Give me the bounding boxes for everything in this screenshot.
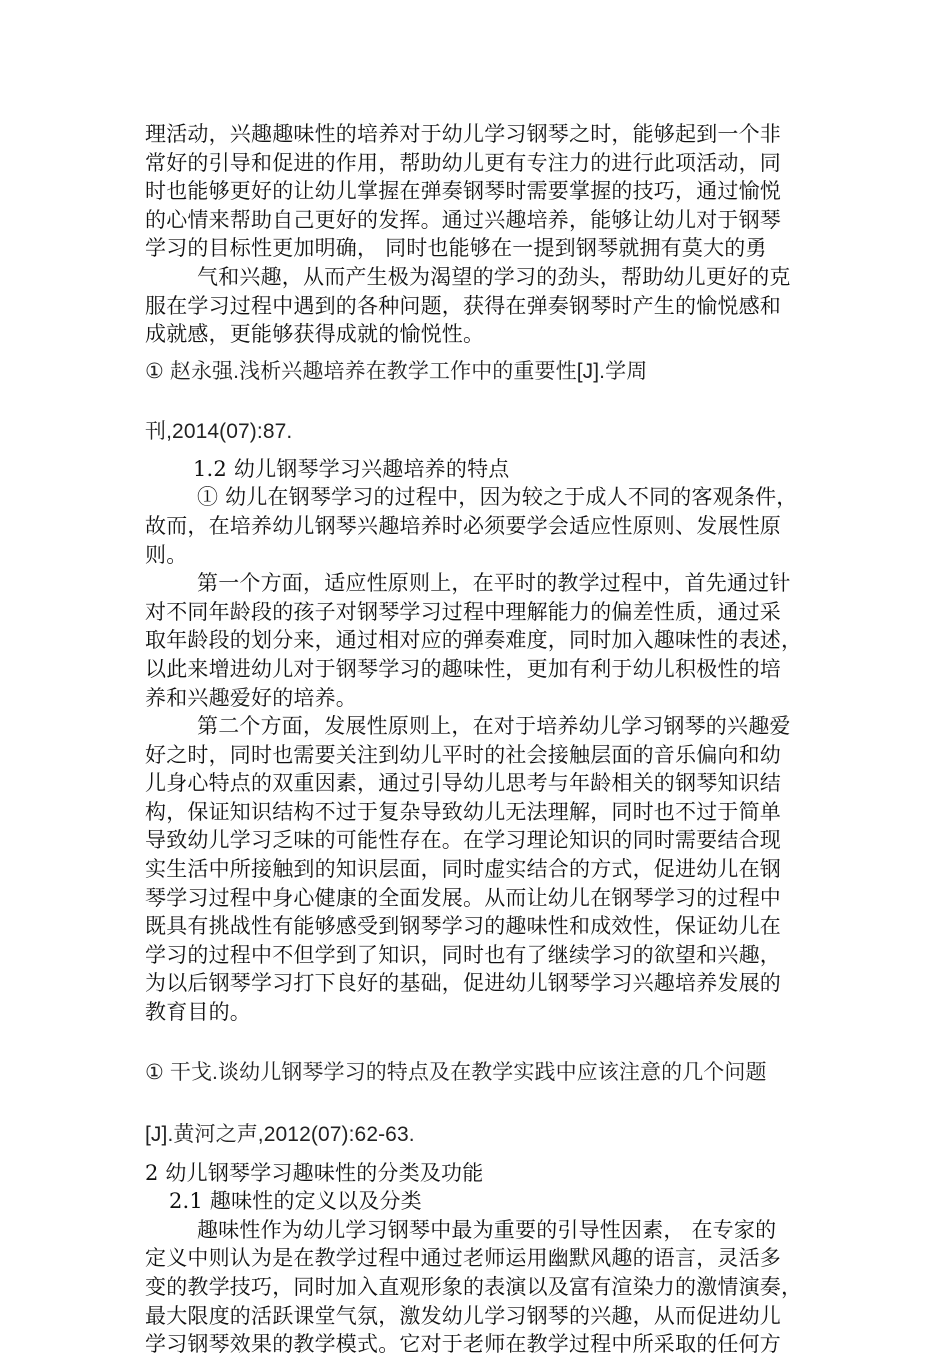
footnote-line: [J].黄河之声,2012(07):62-63. — [145, 1122, 415, 1146]
paragraph-3 — [145, 483, 810, 569]
text-line: 既具有挑战性有能够感受到钢琴学习的趣味性和成效性，保证幼儿在 — [145, 914, 781, 939]
text-line: 服在学习过程中遇到的各种问题，获得在弹奏钢琴时产生的愉悦感和 — [145, 293, 781, 318]
text-line: 对不同年龄段的孩子对钢琴学习过程中理解能力的偏差性质，通过采 — [145, 599, 781, 624]
text-line: 变的教学技巧，同时加入直观形象的表演以及富有渲染力的激情演奏， — [145, 1275, 803, 1299]
paragraph-5 — [145, 712, 810, 1027]
text-line: 则。 — [145, 542, 188, 567]
text-line: 定义中则认为是在教学过程中通过老师运用幽默风趣的语言，灵活多 — [145, 1246, 781, 1271]
text-line: 故而，在培养幼儿钢琴兴趣培养时必须要学会适应性原则、发展性原 — [145, 513, 781, 538]
text-line: 的心情来帮助自己更好的发挥。通过兴趣培养，能够让幼儿对于钢琴 — [145, 207, 781, 232]
text-line: 以此来增进幼儿对于钢琴学习的趣味性，更加有利于幼儿积极性的培 — [145, 656, 781, 681]
text-line: 构，保证知识结构不过于复杂导致幼儿无法理解，同时也不过于简单 — [145, 799, 781, 824]
text-line: 第一个方面，适应性原则上，在平时的教学过程中，首先通过针 — [197, 571, 791, 596]
paragraph-4 — [145, 569, 810, 712]
document-page — [145, 120, 810, 1359]
text-line: 为以后钢琴学习打下良好的基础，促进幼儿钢琴学习兴趣培养发展的 — [145, 971, 781, 996]
text-line: 最大限度的活跃课堂气氛，激发幼儿学习钢琴的兴趣，从而促进幼儿 — [145, 1303, 781, 1328]
text-line: ① 幼儿在钢琴学习的过程中，因为较之于成人不同的客观条件， — [197, 485, 798, 510]
text-line: 实生活中所接触到的知识层面，同时虚实结合的方式，促进幼儿在钢 — [145, 857, 781, 882]
text-line: 第二个方面，发展性原则上，在对于培养幼儿学习钢琴的兴趣爱 — [197, 714, 791, 739]
text-line: 常好的引导和促进的作用，帮助幼儿更有专注力的进行此项活动，同 — [145, 150, 781, 175]
text-line: 导致幼儿学习乏味的可能性存在。在学习理论知识的同时需要结合现 — [145, 828, 781, 853]
text-line: 养和兴趣爱好的培养。 — [145, 685, 357, 710]
text-line: 琴学习过程中身心健康的全面发展。从而让幼儿在钢琴学习的过程中 — [145, 885, 781, 910]
footnote-2 — [145, 1057, 810, 1151]
text-line: 时也能够更好的让幼儿掌握在弹奏钢琴时需要掌握的技巧，通过愉悦 — [145, 179, 781, 204]
text-line: 好之时，同时也需要关注到幼儿平时的社会接触层面的音乐偏向和幼 — [145, 742, 781, 767]
text-line: 学习钢琴效果的教学模式。它对于老师在教学过程中所采取的任何方 — [145, 1332, 781, 1357]
footnote-1 — [145, 357, 810, 447]
footnote-line: ① 赵永强.浅析兴趣培养在教学工作中的重要性[J].学周 — [145, 359, 648, 383]
section-heading-2: 2 幼儿钢琴学习趣味性的分类及功能 — [145, 1160, 484, 1185]
text-line: 趣味性作为幼儿学习钢琴中最为重要的引导性因素， 在专家的 — [197, 1217, 777, 1242]
text-line: 学习的过程中不但学到了知识，同时也有了继续学习的欲望和兴趣， — [145, 942, 781, 967]
text-line: 取年龄段的划分来，通过相对应的弹奏难度，同时加入趣味性的表述， — [145, 628, 803, 653]
paragraph-6 — [145, 1216, 810, 1359]
text-line: 成就感，更能够获得成就的愉悦性。 — [145, 322, 485, 347]
text-line: 儿身心特点的双重因素，通过引导幼儿思考与年龄相关的钢琴知识结 — [145, 771, 781, 796]
footnote-line: 刊,2014(07):87. — [145, 419, 293, 443]
text-line: 理活动，兴趣趣味性的培养对于幼儿学习钢琴之时，能够起到一个非 — [145, 122, 781, 146]
paragraph-2 — [145, 263, 810, 349]
text-line: 教育目的。 — [145, 1000, 251, 1025]
text-line: 气和兴趣，从而产生极为渴望的学习的劲头，帮助幼儿更好的克 — [197, 264, 791, 289]
section-heading-2-1: 2.1 趣味性的定义以及分类 — [169, 1189, 422, 1214]
section-heading-1-2: 1.2 幼儿钢琴学习兴趣培养的特点 — [193, 456, 510, 481]
footnote-line: ① 干戈.谈幼儿钢琴学习的特点及在教学实践中应该注意的几个问题 — [145, 1060, 767, 1084]
text-line: 学习的目标性更加明确， 同时也能够在一提到钢琴就拥有莫大的勇 — [145, 236, 767, 261]
paragraph-1 — [145, 120, 810, 263]
